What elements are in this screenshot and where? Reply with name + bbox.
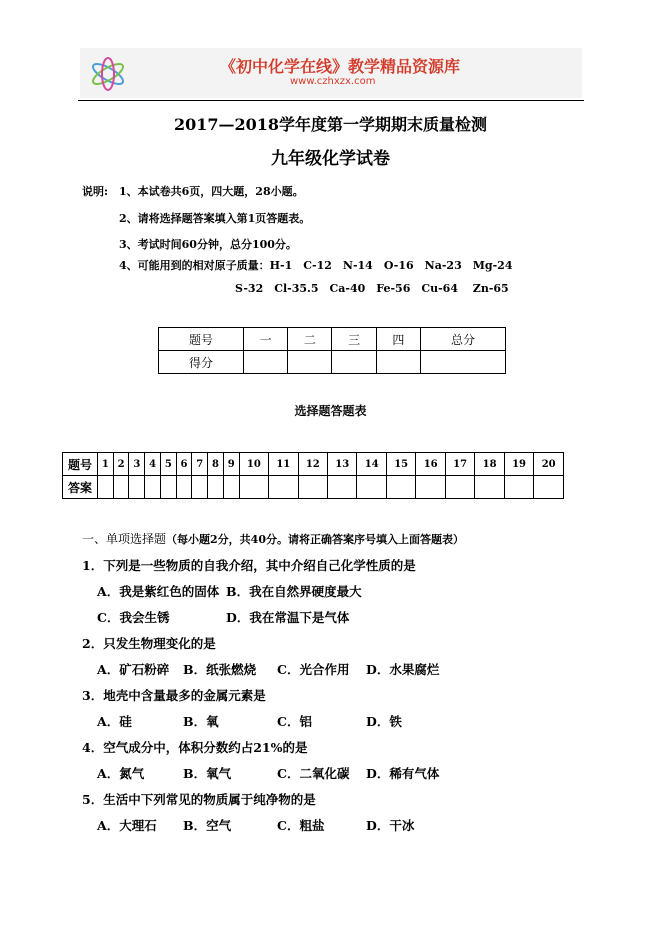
note-item: 3、考试时间60分钟，总分100分。 bbox=[119, 238, 297, 251]
answer-option: C．铝 bbox=[277, 714, 312, 729]
answer-cell[interactable] bbox=[386, 476, 415, 499]
answer-cell[interactable] bbox=[145, 476, 161, 499]
answer-option: B．纸张燃烧 bbox=[183, 662, 257, 677]
answer-cell[interactable] bbox=[475, 476, 504, 499]
answer-cell[interactable] bbox=[239, 476, 268, 499]
answer-cell[interactable] bbox=[113, 476, 129, 499]
answer-cell[interactable] bbox=[129, 476, 145, 499]
question-stem: 4．空气成分中，体积分数约占21%的是 bbox=[82, 740, 308, 755]
answer-cell[interactable] bbox=[98, 476, 114, 499]
answer-option: A．我是紫红色的固体 bbox=[97, 584, 220, 599]
answer-option: C．我会生锈 bbox=[97, 610, 170, 625]
score-header: 四 bbox=[376, 328, 420, 351]
answer-number: 18 bbox=[475, 453, 504, 476]
answer-option: D．我在常温下是气体 bbox=[226, 610, 350, 625]
score-header: 二 bbox=[288, 328, 332, 351]
section-instruction: （每小题2分，共40分。请将正确答案序号填入上面答题表） bbox=[166, 533, 464, 546]
score-row-label: 得分 bbox=[159, 351, 244, 374]
answer-option: A．氮气 bbox=[97, 766, 145, 781]
answer-row-label: 答案 bbox=[63, 476, 98, 499]
score-cell[interactable] bbox=[332, 351, 376, 374]
answer-number: 17 bbox=[445, 453, 474, 476]
answer-option: D．水果腐烂 bbox=[366, 662, 440, 677]
answer-option: D．稀有气体 bbox=[366, 766, 440, 781]
answer-table-title: 选择题答题表 bbox=[294, 404, 367, 418]
answer-option: C．粗盐 bbox=[277, 818, 325, 833]
section-title: 一、单项选择题 bbox=[82, 532, 167, 546]
answer-option: B．氧 bbox=[183, 714, 219, 729]
answer-table bbox=[62, 452, 564, 499]
answer-option: A．硅 bbox=[97, 714, 132, 729]
answer-number: 14 bbox=[357, 453, 386, 476]
exam-subtitle: 九年级化学试卷 bbox=[271, 149, 390, 169]
answer-cell[interactable] bbox=[176, 476, 192, 499]
score-cell[interactable] bbox=[288, 351, 332, 374]
header-divider bbox=[78, 100, 584, 101]
answer-option: B．氧气 bbox=[183, 766, 232, 781]
header-banner bbox=[80, 48, 582, 98]
score-table bbox=[158, 327, 506, 374]
answer-option: B．我在自然界硬度最大 bbox=[226, 584, 362, 599]
answer-cell[interactable] bbox=[534, 476, 564, 499]
answer-number: 2 bbox=[113, 453, 129, 476]
answer-number: 4 bbox=[145, 453, 161, 476]
answer-number: 10 bbox=[239, 453, 268, 476]
answer-number: 12 bbox=[298, 453, 327, 476]
answer-number: 11 bbox=[269, 453, 298, 476]
answer-cell[interactable] bbox=[223, 476, 239, 499]
question-stem: 3．地壳中含量最多的金属元素是 bbox=[82, 688, 266, 703]
exam-title: 2017—2018学年度第一学期期末质量检测 bbox=[173, 115, 488, 134]
score-cell[interactable] bbox=[376, 351, 420, 374]
answer-number: 6 bbox=[176, 453, 192, 476]
answer-option: A．矿石粉碎 bbox=[97, 662, 170, 677]
answer-number: 5 bbox=[160, 453, 176, 476]
answer-cell[interactable] bbox=[416, 476, 445, 499]
answer-cell[interactable] bbox=[192, 476, 208, 499]
question-stem: 1．下列是一些物质的自我介绍，其中介绍自己化学性质的是 bbox=[82, 558, 416, 573]
answer-number: 3 bbox=[129, 453, 145, 476]
score-header: 总分 bbox=[420, 328, 505, 351]
answer-number: 19 bbox=[504, 453, 533, 476]
answer-option: C．光合作用 bbox=[277, 662, 350, 677]
answer-cell[interactable] bbox=[445, 476, 474, 499]
answer-cell[interactable] bbox=[160, 476, 176, 499]
score-header: 一 bbox=[244, 328, 288, 351]
answer-number: 16 bbox=[416, 453, 445, 476]
score-header: 三 bbox=[332, 328, 376, 351]
notes-label: 说明: bbox=[82, 185, 109, 198]
answer-cell[interactable] bbox=[328, 476, 357, 499]
answer-cell[interactable] bbox=[357, 476, 386, 499]
answer-number: 9 bbox=[223, 453, 239, 476]
score-cell[interactable] bbox=[420, 351, 505, 374]
answer-header-label: 题号 bbox=[63, 453, 98, 476]
question-stem: 2．只发生物理变化的是 bbox=[82, 636, 216, 651]
answer-number: 7 bbox=[192, 453, 208, 476]
answer-option: B．空气 bbox=[183, 818, 232, 833]
note-item: 4、可能用到的相对原子质量：H-1 C-12 N-14 O-16 Na-23 Mg-24 bbox=[119, 259, 513, 272]
answer-option: D．铁 bbox=[366, 714, 402, 729]
answer-cell[interactable] bbox=[269, 476, 298, 499]
note-masses: S-32 Cl-35.5 Ca-40 Fe-56 Cu-64 Zn-65 bbox=[235, 282, 509, 295]
answer-number: 15 bbox=[386, 453, 415, 476]
answer-number: 1 bbox=[98, 453, 114, 476]
banner-url: www.czhxzx.com bbox=[290, 76, 376, 87]
answer-option: A．大理石 bbox=[97, 818, 157, 833]
answer-cell[interactable] bbox=[208, 476, 224, 499]
atom-logo-icon bbox=[88, 56, 128, 92]
answer-option: D．干冰 bbox=[366, 818, 415, 833]
answer-number: 20 bbox=[534, 453, 564, 476]
answer-cell[interactable] bbox=[298, 476, 327, 499]
answer-number: 13 bbox=[328, 453, 357, 476]
note-item: 1、本试卷共6页，四大题，28小题。 bbox=[119, 185, 304, 198]
note-item: 2、请将选择题答案填入第1页答题表。 bbox=[119, 212, 311, 225]
section-heading bbox=[82, 530, 464, 547]
answer-option: C．二氧化碳 bbox=[277, 766, 350, 781]
score-header: 题号 bbox=[159, 328, 244, 351]
answer-cell[interactable] bbox=[504, 476, 533, 499]
question-stem: 5．生活中下列常见的物质属于纯净物的是 bbox=[82, 792, 316, 807]
banner-title: 《初中化学在线》教学精品资源库 bbox=[220, 57, 461, 76]
score-cell[interactable] bbox=[244, 351, 288, 374]
answer-number: 8 bbox=[208, 453, 224, 476]
